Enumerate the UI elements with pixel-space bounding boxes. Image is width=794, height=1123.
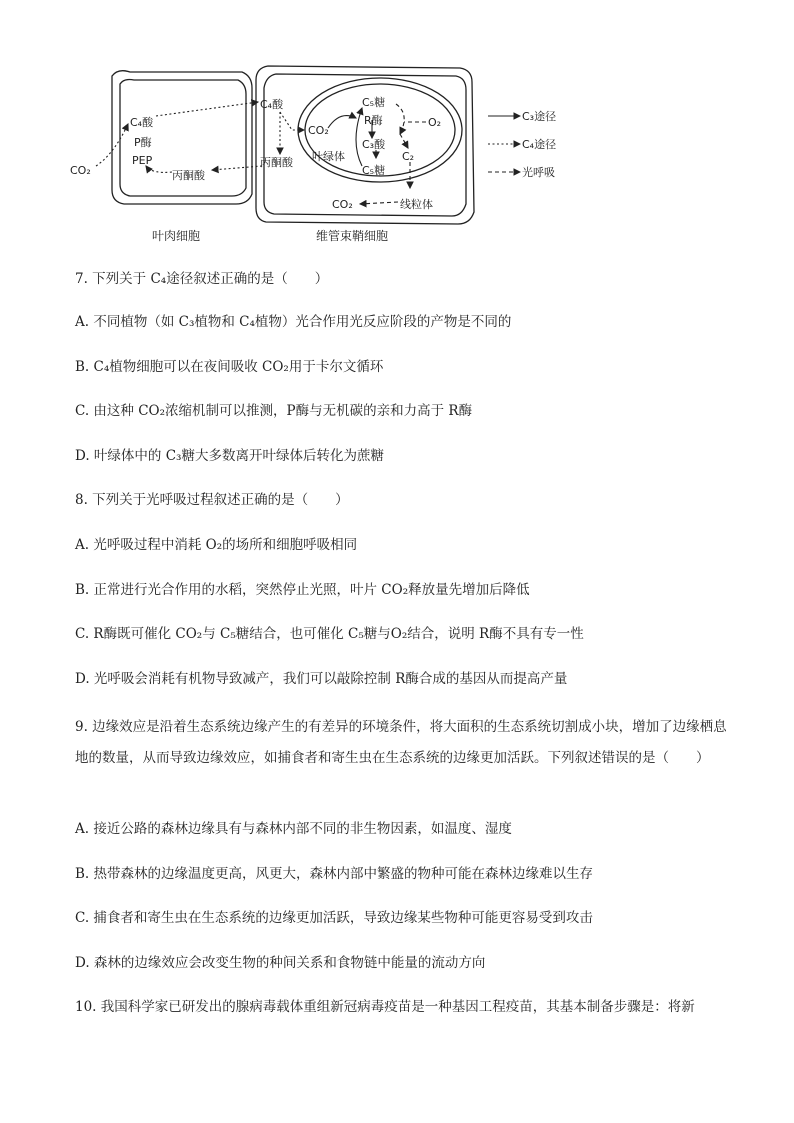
question-8-option-d: D. 光呼吸会消耗有机物导致减产，我们可以敲除控制 R酶合成的基因从而提高产量 — [75, 671, 568, 687]
question-8-option-c: C. R酶既可催化 CO₂与 C₅糖结合，也可催化 C₅糖与O₂结合，说明 R酶不具有专一性 — [75, 626, 584, 642]
o2-label: O₂ — [428, 116, 442, 129]
bundle-sheath-cell-label: 维管束鞘细胞 — [316, 229, 389, 243]
chloroplast-label: 叶绿体 — [312, 150, 345, 163]
pyruvate-left-label: 丙酮酸 — [172, 169, 205, 182]
question-7-stem: 7. 下列关于 C₄途径叙述正确的是（ ） — [75, 271, 329, 287]
question-9-stem: 9. 边缘效应是沿着生态系统边缘产生的有差异的环境条件，将大面积的生态系统切割成小块，增加了边缘栖息地的数量，从而导致边缘效应，如捕食者和寄生虫在生态系统的边缘更加活跃。下列叙述错误的是（ ） — [75, 719, 727, 766]
question-7-option-d: D. 叶绿体中的 C₃糖大多数离开叶绿体后转化为蔗糖 — [75, 448, 384, 464]
mitochondria-label: 线粒体 — [400, 198, 433, 211]
c4-photorespiration-diagram — [60, 62, 580, 262]
p-enzyme-label: P酶 — [134, 136, 152, 149]
co2-chloroplast-label: CO₂ — [308, 124, 329, 137]
mesophyll-cell-wall — [112, 71, 252, 204]
question-9-option-a: A. 接近公路的森林边缘具有与森林内部不同的非生物因素，如温度、湿度 — [75, 821, 512, 837]
question-8-stem: 8. 下列关于光呼吸过程叙述正确的是（ ） — [75, 492, 349, 508]
legend-c3-pathway: C₃途径 — [522, 110, 557, 123]
question-9-option-c: C. 捕食者和寄生虫在生态系统的边缘更加活跃，导致边缘某些物种可能更容易受到攻击 — [75, 910, 593, 926]
mesophyll-cell-label: 叶肉细胞 — [152, 229, 201, 243]
r-enzyme-label: R酶 — [364, 114, 383, 127]
question-9-option-b: B. 热带森林的边缘温度更高，风更大，森林内部中繁盛的物种可能在森林边缘难以生存 — [75, 866, 594, 882]
c5-sugar-bottom-label: C₅糖 — [362, 164, 386, 177]
co2-out-label: CO₂ — [332, 198, 353, 211]
pyruvate-right-label: 丙酮酸 — [260, 156, 293, 169]
c5-sugar-top-label: C₅糖 — [362, 96, 386, 109]
c2-label: C₂ — [402, 150, 415, 163]
pep-label: PEP — [132, 154, 153, 167]
question-7-option-c: C. 由这种 CO₂浓缩机制可以推测，P酶与无机碳的亲和力高于 R酶 — [75, 403, 473, 419]
question-10-stem: 10. 我国科学家已研发出的腺病毒载体重组新冠病毒疫苗是一种基因工程疫苗，其基本制备步骤是：将新 — [75, 999, 695, 1015]
question-9-option-d: D. 森林的边缘效应会改变生物的种间关系和食物链中能量的流动方向 — [75, 955, 486, 971]
question-8-option-b: B. 正常进行光合作用的水稻，突然停止光照，叶片 CO₂释放量先增加后降低 — [75, 582, 530, 598]
co2-in-label: CO₂ — [70, 164, 91, 177]
question-7-option-a: A. 不同植物（如 C₃植物和 C₄植物）光合作用光反应阶段的产物是不同的 — [75, 314, 512, 330]
c4-acid-left-label: C₄酸 — [130, 116, 154, 129]
question-7-option-b: B. C₄植物细胞可以在夜间吸收 CO₂用于卡尔文循环 — [75, 359, 384, 375]
c4-acid-right-label: C₄酸 — [260, 98, 284, 111]
question-8-option-a: A. 光呼吸过程中消耗 O₂的场所和细胞呼吸相同 — [75, 537, 358, 553]
legend — [488, 116, 520, 172]
legend-c4-pathway: C₄途径 — [522, 138, 557, 151]
legend-photorespiration: 光呼吸 — [522, 166, 555, 179]
c3-acid-label: C₃酸 — [362, 138, 386, 151]
